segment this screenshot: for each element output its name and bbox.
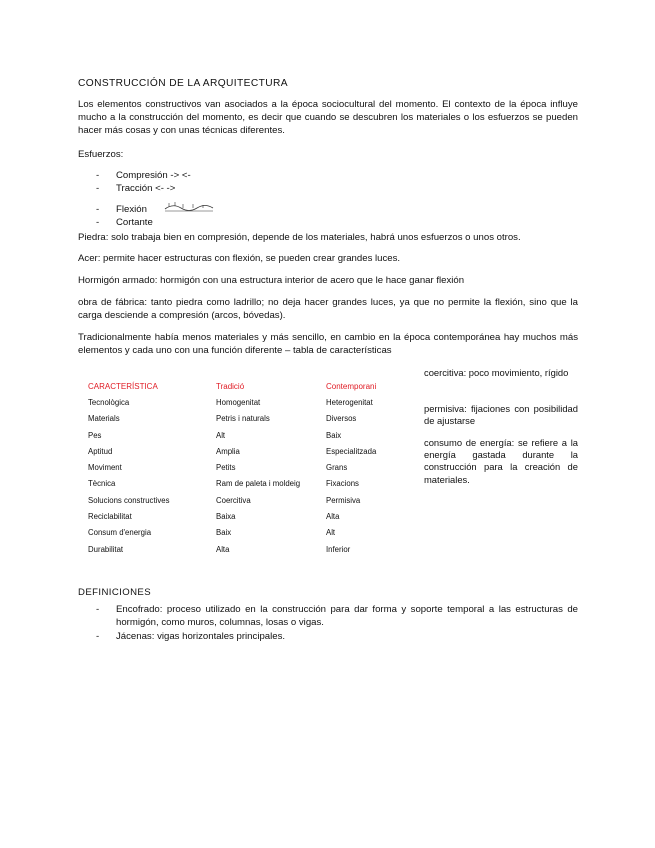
table-row: [88, 394, 406, 410]
bullet-dash: -: [96, 631, 100, 642]
table-cell: Heterogenitat: [326, 397, 373, 407]
table-cell: Pes: [88, 430, 102, 440]
table-cell: Aptitud: [88, 446, 113, 456]
table-cell: Alta: [326, 512, 340, 522]
esfuerzo-compresion: Compresión -> <-: [116, 170, 191, 181]
header-tradicio: Tradició: [216, 381, 245, 391]
table-row: [88, 541, 406, 557]
table-row: [88, 525, 406, 541]
table-cell: Homogenitat: [216, 397, 261, 407]
table-cell: Durabilitat: [88, 544, 124, 554]
characteristics-table: [88, 378, 406, 557]
esfuerzo-cortante: Cortante: [116, 217, 153, 228]
flexion-sketch-icon: [163, 200, 215, 214]
table-cell: Solucions constructives: [88, 495, 170, 505]
table-row: [88, 427, 406, 443]
table-row: [88, 459, 406, 475]
table-cell: Baix: [326, 430, 342, 440]
fabrica-paragraph: obra de fábrica: tanto piedra como ladrillo; no deja hacer grandes luces, ya que no permite la flexión, sino que la carga desciende a compresión (arcos, bóvedas).: [78, 297, 578, 321]
table-cell: Coercitiva: [216, 495, 251, 505]
definicion-encofrado: Encofrado: proceso utilizado en la construcción para dar forma y soporte temporal a las estructuras de hormigón, como muros, columnas, losas o vigas.: [116, 604, 578, 628]
table-cell: Tècnica: [88, 479, 116, 489]
esfuerzo-flexion: Flexión: [116, 204, 147, 215]
tradicional-paragraph: Tradicionalmente había menos materiales y más sencillo, en cambio en la época contemporánea hay muchos más elementos y cada uno con una función diferente – tabla de características: [78, 332, 578, 356]
header-contemporani: Contemporani: [326, 381, 377, 391]
table-cell: Alt: [216, 430, 226, 440]
bullet-dash: -: [96, 183, 100, 194]
table-cell: Materials: [88, 414, 120, 424]
esfuerzos-heading: Esfuerzos:: [78, 149, 124, 160]
table-header-row: [88, 378, 406, 394]
table-row: [88, 443, 406, 459]
table-cell: Baixa: [216, 512, 236, 522]
bullet-dash: -: [96, 604, 100, 615]
table-cell: Ram de paleta i moldeig: [216, 479, 301, 489]
definicion-jacenas: Jácenas: vigas horizontales principales.: [116, 631, 286, 642]
table-cell: Diversos: [326, 414, 357, 424]
esfuerzo-traccion: Tracción <- ->: [116, 183, 176, 194]
table-cell: Reciclabilitat: [88, 512, 132, 522]
table-cell: Moviment: [88, 463, 122, 473]
hormigon-paragraph: Hormigón armado: hormigón con una estructura interior de acero que le hace ganar flexión: [78, 275, 465, 286]
table-cell: Consum d'energia: [88, 528, 152, 538]
intro-paragraph: Los elementos constructivos van asociados a la época sociocultural del momento. El contexto de la época influye mucho a la construcción del momento, es decir que cuando se descubren los materiales o los esfuerzos se pueden hacer más cosas y con unas técnicas diferentes.: [78, 99, 578, 136]
list-item: [78, 169, 191, 182]
list-item: [78, 630, 578, 643]
table-cell: Tecnològica: [88, 397, 130, 407]
definiciones-heading: DEFINICIONES: [78, 587, 152, 598]
list-item: [78, 603, 578, 629]
note-coercitiva: coercitiva: poco movimiento, rígido: [424, 367, 569, 378]
table-cell: Permisiva: [326, 495, 361, 505]
acer-paragraph: Acer: permite hacer estructuras con flexión, se pueden crear grandes luces.: [78, 253, 401, 264]
document-title: CONSTRUCCIÓN DE LA ARQUITECTURA: [78, 78, 288, 89]
table-cell: Fixacions: [326, 479, 359, 489]
piedra-paragraph: Piedra: solo trabaja bien en compresión, depende de los materiales, habrá unos esfuerzos o unos otros.: [78, 232, 521, 243]
esfuerzos-list: [78, 169, 191, 229]
table-cell: Baix: [216, 528, 232, 538]
definiciones-list: [78, 603, 578, 644]
bullet-dash: -: [96, 217, 100, 228]
note-consumo: consumo de energía: se refiere a la energía gastada durante la construcción para la creación de materiales.: [424, 437, 578, 485]
table-row: [88, 411, 406, 427]
table-cell: Especialitzada: [326, 446, 377, 456]
note-permisiva: permisiva: fijaciones con posibilidad de ajustarse: [424, 403, 578, 427]
bullet-dash: -: [96, 170, 100, 181]
table-row: [88, 508, 406, 524]
table-cell: Petits: [216, 463, 236, 473]
table-cell: Alt: [326, 528, 336, 538]
table-row: [88, 492, 406, 508]
header-caracteristica: CARACTERÍSTICA: [88, 381, 158, 391]
bullet-dash: -: [96, 204, 100, 215]
list-item: [78, 182, 191, 195]
table-row: [88, 476, 406, 492]
list-item: [78, 216, 191, 229]
table-cell: Alta: [216, 544, 230, 554]
table-cell: Amplia: [216, 446, 240, 456]
table-cell: Inferior: [326, 544, 351, 554]
table-cell: Grans: [326, 463, 348, 473]
table-cell: Petris i naturals: [216, 414, 270, 424]
